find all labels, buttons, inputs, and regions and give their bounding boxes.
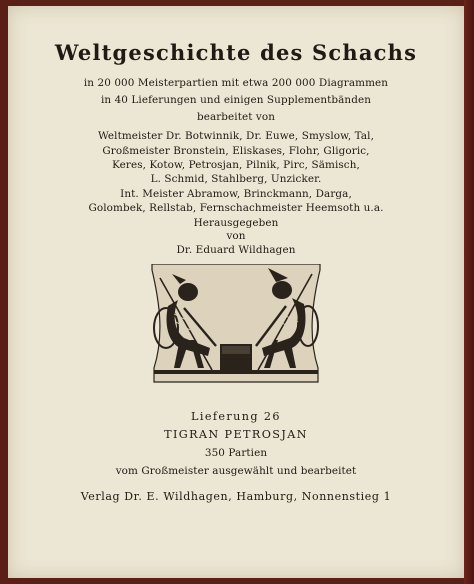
book-binding-edge — [464, 0, 474, 584]
editors-line-1: Weltmeister Dr. Botwinnik, Dr. Euwe, Smyslow, Tal, — [97, 130, 375, 142]
publisher-label: Herausgegeben — [193, 217, 279, 229]
editors-line-5: Int. Meister Abramow, Brinckmann, Darga, — [120, 188, 352, 200]
subtitle-line-1: in 20 000 Meisterpartien mit etwa 200 000 Diagrammen — [83, 77, 389, 89]
vase-illustration — [150, 264, 322, 384]
vase-painting-image — [150, 264, 322, 384]
editors-line-2: Großmeister Bronstein, Eliskases, Flohr, Gligoric, — [102, 145, 370, 157]
editors-line-6: Golombek, Rellstab, Fernschachmeister Heemsoth u.a. — [88, 202, 384, 214]
editors-line-4: L. Schmid, Stahlberg, Unzicker. — [150, 173, 322, 185]
book-title: Weltgeschichte des Schachs — [54, 40, 418, 65]
publisher-name: Dr. Eduard Wildhagen — [176, 244, 296, 256]
book-title-page — [8, 6, 464, 578]
issue-number: Lieferung 26 — [191, 410, 281, 423]
edited-by-label: bearbeitet von — [196, 111, 276, 123]
editors-line-3: Keres, Kotow, Petrosjan, Pilnik, Pirc, Sämisch, — [112, 159, 360, 171]
games-count: 350 Partien — [204, 447, 268, 459]
publisher-imprint: Verlag Dr. E. Wildhagen, Hamburg, Nonnenstieg 1 — [80, 490, 392, 503]
selection-note: vom Großmeister ausgewählt und bearbeitet — [115, 465, 357, 477]
subtitle-line-2: in 40 Lieferungen und einigen Supplementbänden — [100, 94, 372, 106]
publisher-label-von: von — [226, 230, 246, 242]
player-name: TIGRAN PETROSJAN — [164, 428, 308, 441]
